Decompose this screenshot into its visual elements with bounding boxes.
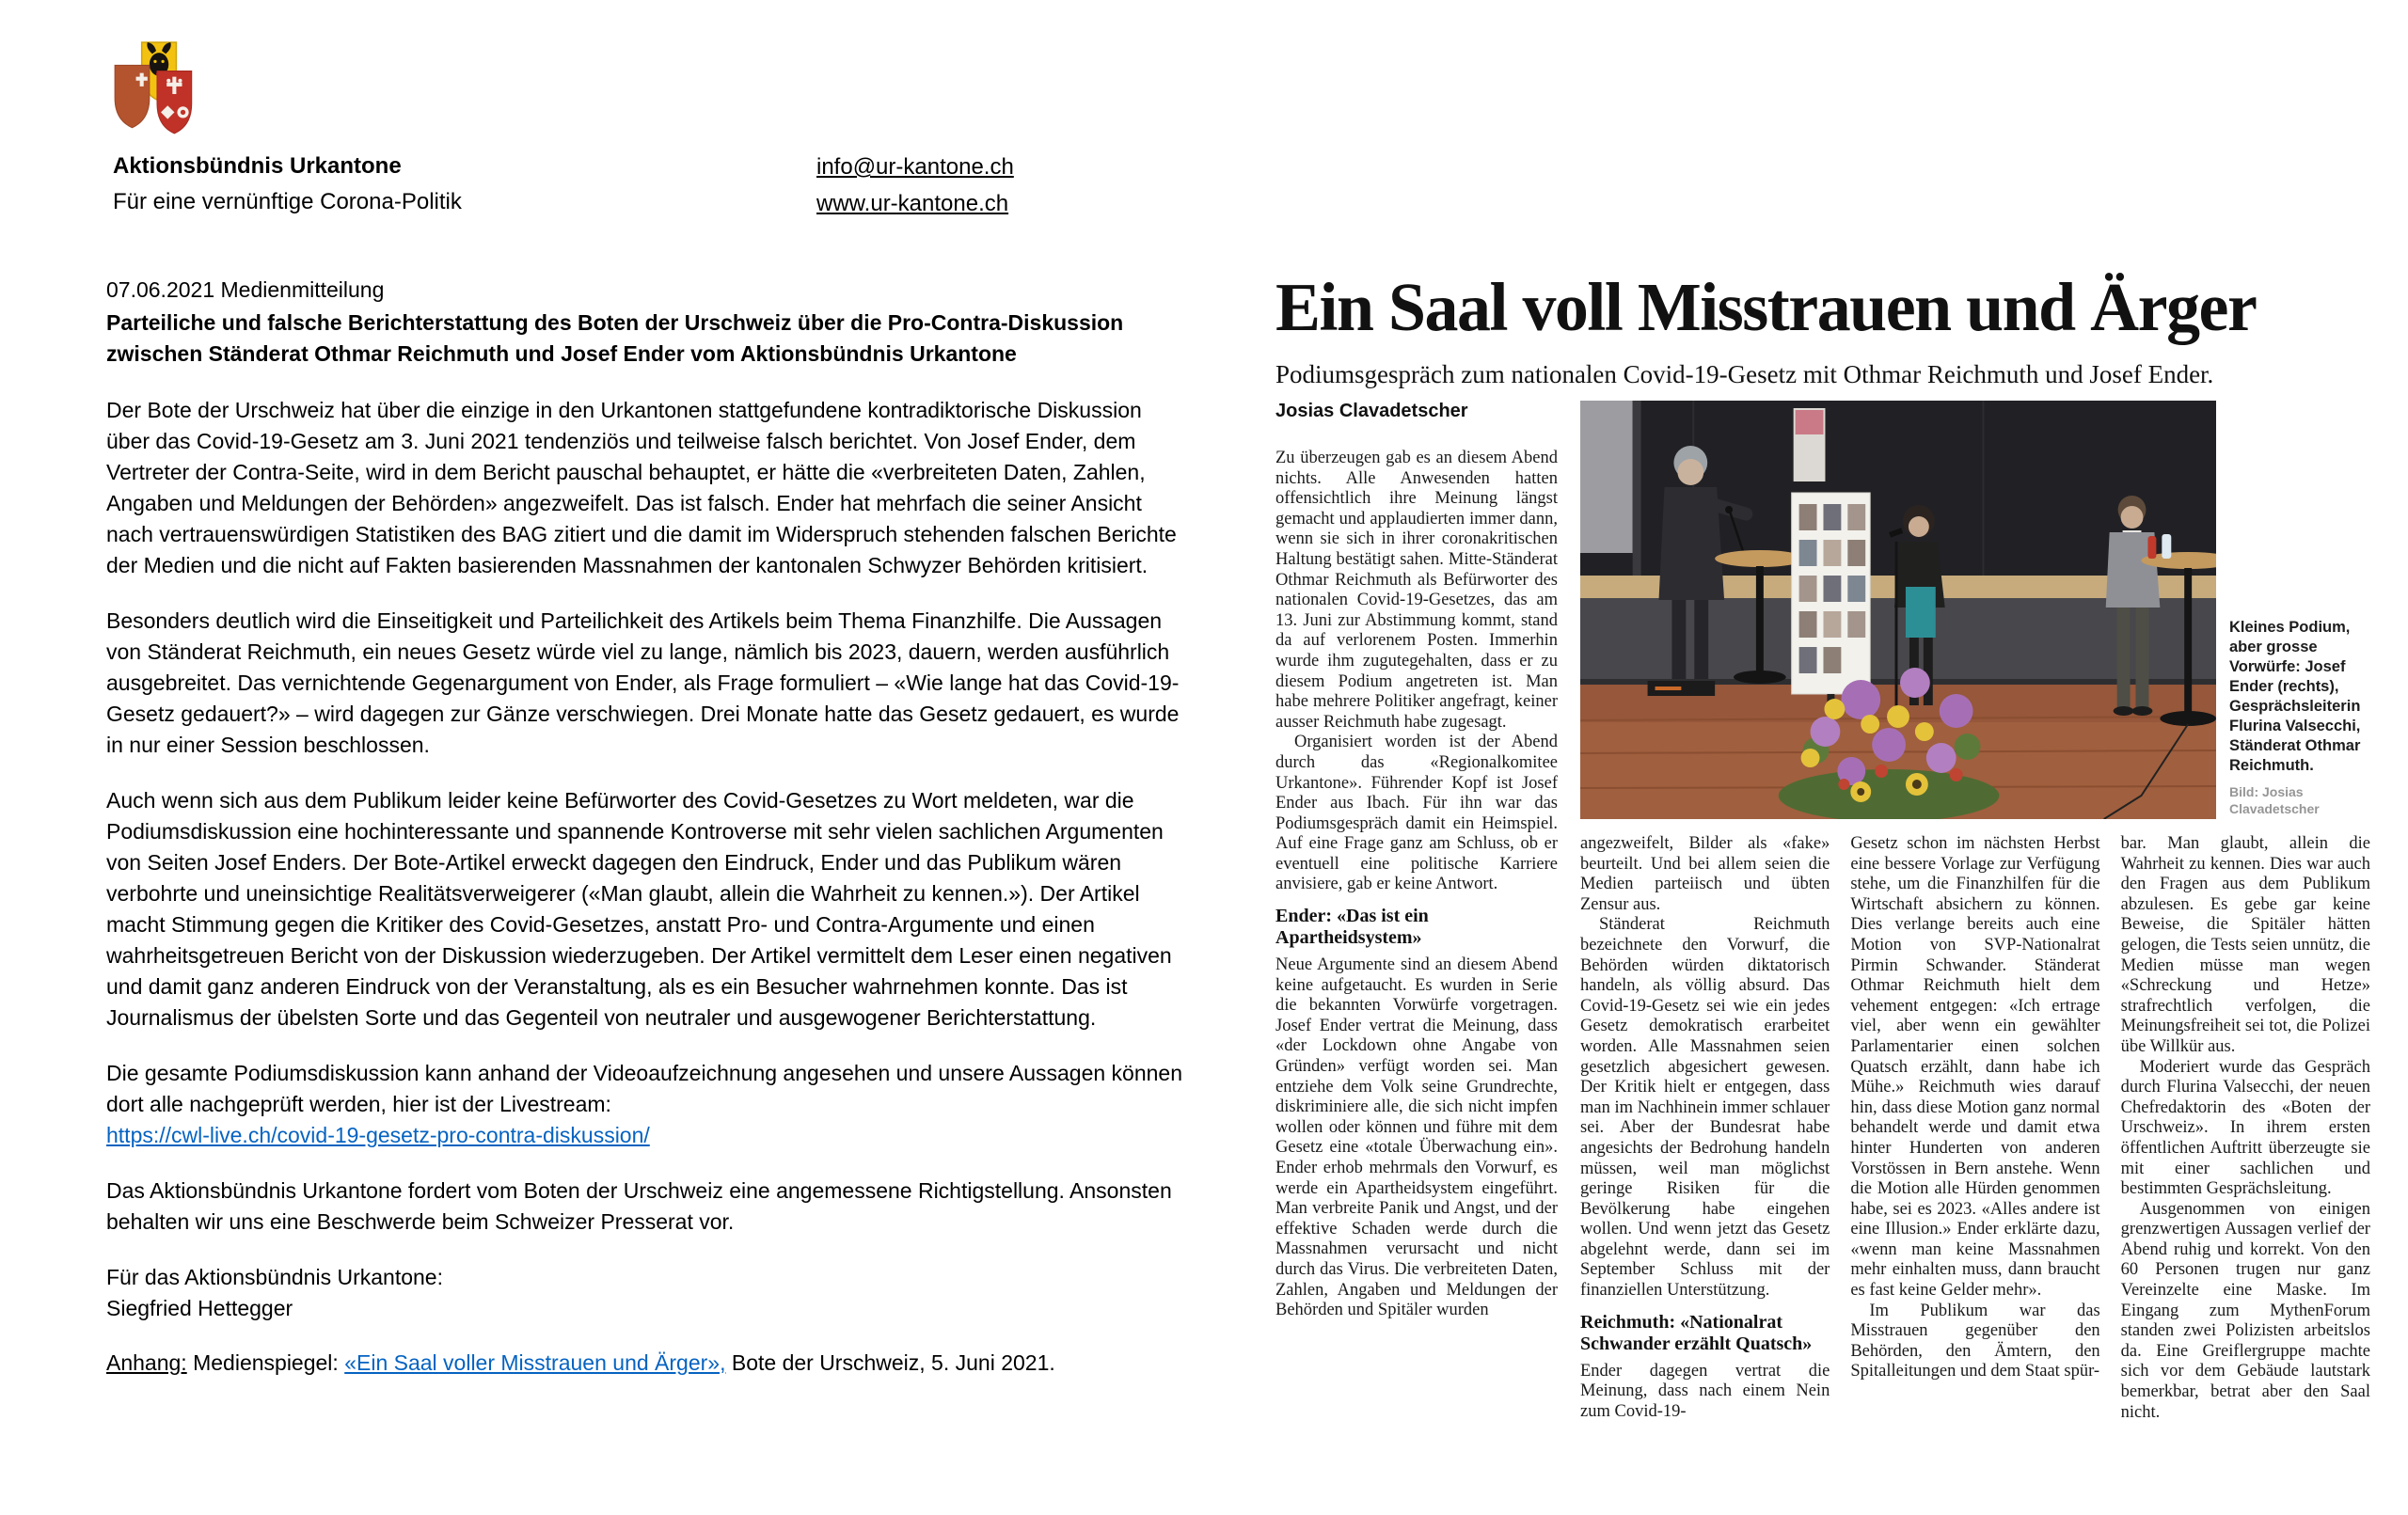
press-release-body <box>106 275 1188 1379</box>
subhead-reichmuth-quatsch: Reichmuth: «Nationalrat Schwander erzählt Quatsch» <box>1580 1311 1813 1354</box>
org-tagline: Für eine vernünftige Corona-Politik <box>113 189 462 214</box>
signature: Siegfried Hettegger <box>106 1296 293 1320</box>
article-column-4 <box>2121 834 2370 1423</box>
article-paragraph: Moderiert wurde das Gespräch durch Flurina Valsecchi, der neuen Chefredaktorin des «Boten der Urschweiz». In ihrem ersten öffentlichen Auftritt überzeugte sie mit einer sachlichen und bestimmten Gesprächsleitung. <box>2120 1057 2370 1199</box>
attachment-text: Medienspiegel: <box>186 1350 345 1375</box>
attachment-line <box>106 1348 1188 1379</box>
article-paragraph: Ausgenommen von einigen grenzwertigen Aussagen verlief der Abend ruhig und korrekt. Von den 60 Personen trugen nur ganz Vereinzelte eine Maske. Im Eingang zum MythenForum standen zwei Polizisten arbeitslos da. Eine Greiflergruppe machte sich vor dem Gebäude lautstark bemerkbar, betrat aber den Saal nicht. <box>2120 1199 2370 1422</box>
article-paragraph: Ständerat Reichmuth bezeichnete den Vorwurf, die Behörden würden diktatorisch handeln, als völlig absurd. Das Covid-19-Gesetz sei wie ein jedes Gesetz demokratisch erarbeitet worden. Alle Massnahmen seien gesetzlich abgesichert gewesen. Der Kritik hielt er entgegen, dass man im Nachhinein immer schlauer sei. Aber der Bundesrat habe angesichts der Bedrohung handeln müssen, weil man möglichst geringe Risiken für die Bevölkerung habe eingehen wollen. Und wenn jetzt das Gesetz abgelehnt werde, dann sei im September Schluss mit der finanziellen Unterstützung. <box>1580 915 1830 1301</box>
article-paragraph: Neue Argumente sind an diesem Abend keine aufgetaucht. Es wurden in Serie die bekannten Vorwürfe vorgetragen. Josef Ender vertrat die Meinung, dass «der Lockdown ohne Angabe von Gründen» verfügt worden sei. Man entziehe dem Volk seine Grundrechte, diskriminiere alle, die sich nicht impfen wollen oder können und führe mit dem Gesetz eine «totale Überwachung ein». Ender erhob mehrmals den Vorwurf, es werde ein Apartheidsystem eingeführt. Man verbreite Panik und Angst, und der effektive Schaden werde durch die Massnahmen verursacht und nicht durch das Virus. Die verbreiteten Daten, Zahlen, Angaben und Meldungen der Behörden und Spitäler wurden <box>1275 955 1558 1320</box>
podium-stage-photo <box>1580 401 2216 819</box>
article-paragraph: angezweifelt, Bilder als «fake» beurteilt. Und bei allem seien die Medien parteiisch und übten Zensur aus. <box>1580 834 1830 914</box>
photo-row <box>1580 401 2370 819</box>
livestream-line <box>106 1120 1188 1151</box>
article-subtitle: Podiumsgespräch zum nationalen Covid-19-Gesetz mit Othmar Reichmuth und Josef Ender. <box>1275 360 2214 388</box>
schwyz-shield <box>115 65 150 127</box>
date-line: 07.06.2021 Medienmitteilung <box>106 277 385 302</box>
urkantone-coat-of-arms-logo <box>109 39 205 145</box>
article-column-3 <box>1850 834 2099 1423</box>
contact-block <box>816 149 1014 222</box>
website-link[interactable]: www.ur-kantone.ch <box>816 191 1009 216</box>
article-headline: Ein Saal voll Misstrauen und Ärger <box>1275 269 2257 345</box>
article-column-2 <box>1580 834 1830 1423</box>
demand-paragraph: Das Aktionsbündnis Urkantone fordert vom Boten der Urschweiz eine angemessene Richtigstellung. Ansonsten behalten wir uns eine Beschwerde beim Schweizer Presserat vor. <box>106 1178 1172 1234</box>
livestream-intro: Die gesamte Podiumsdiskussion kann anhand der Videoaufzeichnung angesehen und unsere Aussagen können dort alle nachgeprüft werden, hier ist der Livestream: <box>106 1061 1183 1116</box>
press-release-title: Parteiliche und falsche Berichterstattung des Boten der Urschweiz über die Pro-Contra-Diskussion zwischen Ständerat Othmar Reichmuth und Josef Ender vom Aktionsbündnis Urkantone <box>106 310 1124 366</box>
paragraph-3: Auch wenn sich aus dem Publikum leider keine Befürworter des Covid-Gesetzes zu Wort meldeten, war die Podiumsdiskussion eine hochinteressante und spannende Kontroverse mit sehr vielen sachlichen Argumenten von Seiten Josef Enders. Der Bote-Artikel erweckt dagegen den Eindruck, Ender und das Publikum wären verbohrte und uneinsichtige Realitätsverweigerer («Man glaubt, allein die Wahrheit zu kennen.»). Der Artikel macht Stimmung gegen die Kritiker des Covid-Gesetzes, anstatt Pro- und Contra-Argumente und einen wahrheitsgetreuen Bericht von der Diskussion wiederzugeben. Der Artikel vermittelt dem Leser einen negativen und damit ganz anderen Eindruck von der Veranstaltung, als es ein Besucher wahrnehmen konnte. Das ist Journalismus der übelsten Sorte und das Gegenteil von neutraler und ausgewogener Berichterstattung. <box>106 788 1172 1030</box>
org-name: Aktionsbündnis Urkantone <box>113 153 402 179</box>
article-paragraph: Zu überzeugen gab es an diesem Abend nichts. Alle Anwesenden hatten offensichtlich ihre Meinung längst gemacht und applaudierten immer dann, wenn sie sich in ihrer coronakritischen Haltung bestätigt sahen. Mitte-Ständerat Othmar Reichmuth als Befürworter des nationalen Covid-19-Gesetzes, das am 13. Juni zur Abstimmung kommt, stand da auf verlorenem Posten. Immerhin wurde ihm zugutegehalten, dass er zu diesem Podium angetreten ist. Man habe mehrere Politiker angefragt, keiner ausser Reichmuth habe zugesagt. <box>1275 449 1558 732</box>
paragraph-1: Der Bote der Urschweiz hat über die einzige in den Urkantonen stattgefundene kontradiktorische Diskussion über das Covid-19-Gesetz am 3. Juni 2021 tendenziös und teilweise falsch berichtet. Von Josef Ender, dem Vertreter der Contra-Seite, wird in dem Bericht pauschal behauptet, er hätte die «verbreiteten Daten, Zahlen, Angaben und Meldungen der Behörden» angezweifelt. Das ist falsch. Ender hat mehrfach die seiner Ansicht nach vertrauenswürdigen Statistiken des BAG zitiert und die damit im Widerspruch stehenden falschen Berichte der Medien und die nicht auf Fakten basierenden Massnahmen der kantonalen Schwyzer Behörden kritisiert. <box>106 398 1177 577</box>
article-body <box>1275 401 2370 1423</box>
article-paragraph: Im Publikum war das Misstrauen gegenüber den Behörden, den Ämtern, den Spitalleitungen und dem Staat spür- <box>1850 1301 2100 1381</box>
livestream-link[interactable]: https://cwl-live.ch/covid-19-gesetz-pro-contra-diskussion/ <box>106 1123 650 1147</box>
photo-caption-block <box>2229 401 2370 819</box>
article-paragraph: Ender dagegen vertrat die Meinung, dass nach einem Nein zum Covid-19- <box>1580 1361 1830 1421</box>
subhead-ender-apartheid: Ender: «Das ist ein Apartheidsystem» <box>1275 906 1429 949</box>
article-paragraph: bar. Man glaubt, allein die Wahrheit zu kennen. Dies war auch den Fragen aus dem Publikum abzulesen. Es gebe gar keine Beweise, die Spitäler hätten gelogen, die Tests seien unnütz, die Medien müsse man wegen «Schreckung und Hetze» strafrechtlich verfolgen, die Meinungsfreiheit sei tot, die Polizei übe Willkür aus. <box>2120 834 2370 1056</box>
attachment-suffix: Bote der Urschweiz, 5. Juni 2021. <box>725 1350 1055 1375</box>
photo-credit: Bild: Josias Clavadetscher <box>2229 784 2320 816</box>
rollup-banner <box>1792 493 1871 707</box>
attachment-article-link[interactable]: «Ein Saal voller Misstrauen und Ärger», <box>344 1350 726 1375</box>
article-column-1 <box>1275 401 1558 1423</box>
attachment-label: Anhang: <box>106 1350 187 1375</box>
article-paragraph: Organisiert worden ist der Abend durch das «Regionalkomitee Urkantone». Führender Kopf ist Josef Ender aus Ibach. Für ihn war das Podiumsgespräch damit ein Heimspiel. Auf eine Frage ganz am Schluss, ob er eventuell eine politische Karriere anvisiere, gab er keine Antwort. <box>1275 733 1558 894</box>
letterhead <box>113 149 462 220</box>
email-link[interactable]: info@ur-kantone.ch <box>816 154 1014 180</box>
unterwalden-shield <box>157 71 192 134</box>
byline: Josias Clavadetscher <box>1275 401 1468 421</box>
signoff-line: Für das Aktionsbündnis Urkantone: <box>106 1265 443 1289</box>
paragraph-2: Besonders deutlich wird die Einseitigkeit und Parteilichkeit des Artikels beim Thema Finanzhilfe. Die Aussagen von Ständerat Reichmuth, ein neues Gesetz würde viel zu lange, nämlich bis 2023, dauern, werden ausführlich ausgebreitet. Das vernichtende Gegenargument von Ender, als Frage formuliert – «Wie lange hat das Covid-19-Gesetz gedauert?» – wird dagegen zur Gänze verschwiegen. Drei Monate hatte das Gesetz gedauert, es wurde in nur einer Session beschlossen. <box>106 608 1180 757</box>
newspaper-clipping <box>1275 271 2370 1423</box>
photo-caption: Kleines Podium, aber grosse Vorwürfe: Josef Ender (rechts), Gesprächsleiterin Flurina Valsecchi, Ständerat Othmar Reichmuth. <box>2229 619 2361 774</box>
article-paragraph: Gesetz schon im nächsten Herbst eine bessere Vorlage zur Verfügung stehe, um die Finanzhilfen für die Wirtschaft absichern zu können. Dies verlange bereits auch eine Motion von SVP-Nationalrat Pirmin Schwander. Ständerat Othmar Reichmuth hielt dem vehement entgegen: «Ich ertrage viel, aber wenn ein gewählter Parlamentarier einen solchen Quatsch erzählt, dann habe ich Mühe.» Reichmuth wies darauf hin, dass diese Motion ganz normal behandelt werde und damit etwa hinter Hunderten von anderen Vorstössen in Bern anstehe. Wenn die Motion alle Hürden genommen habe, sei es 2023. «Alles andere ist eine Illusion.» Ender erklärte dazu, «wenn man keine Massnahmen mehr einhalten muss, dann braucht es fast keine Gelder mehr». <box>1850 834 2100 1301</box>
